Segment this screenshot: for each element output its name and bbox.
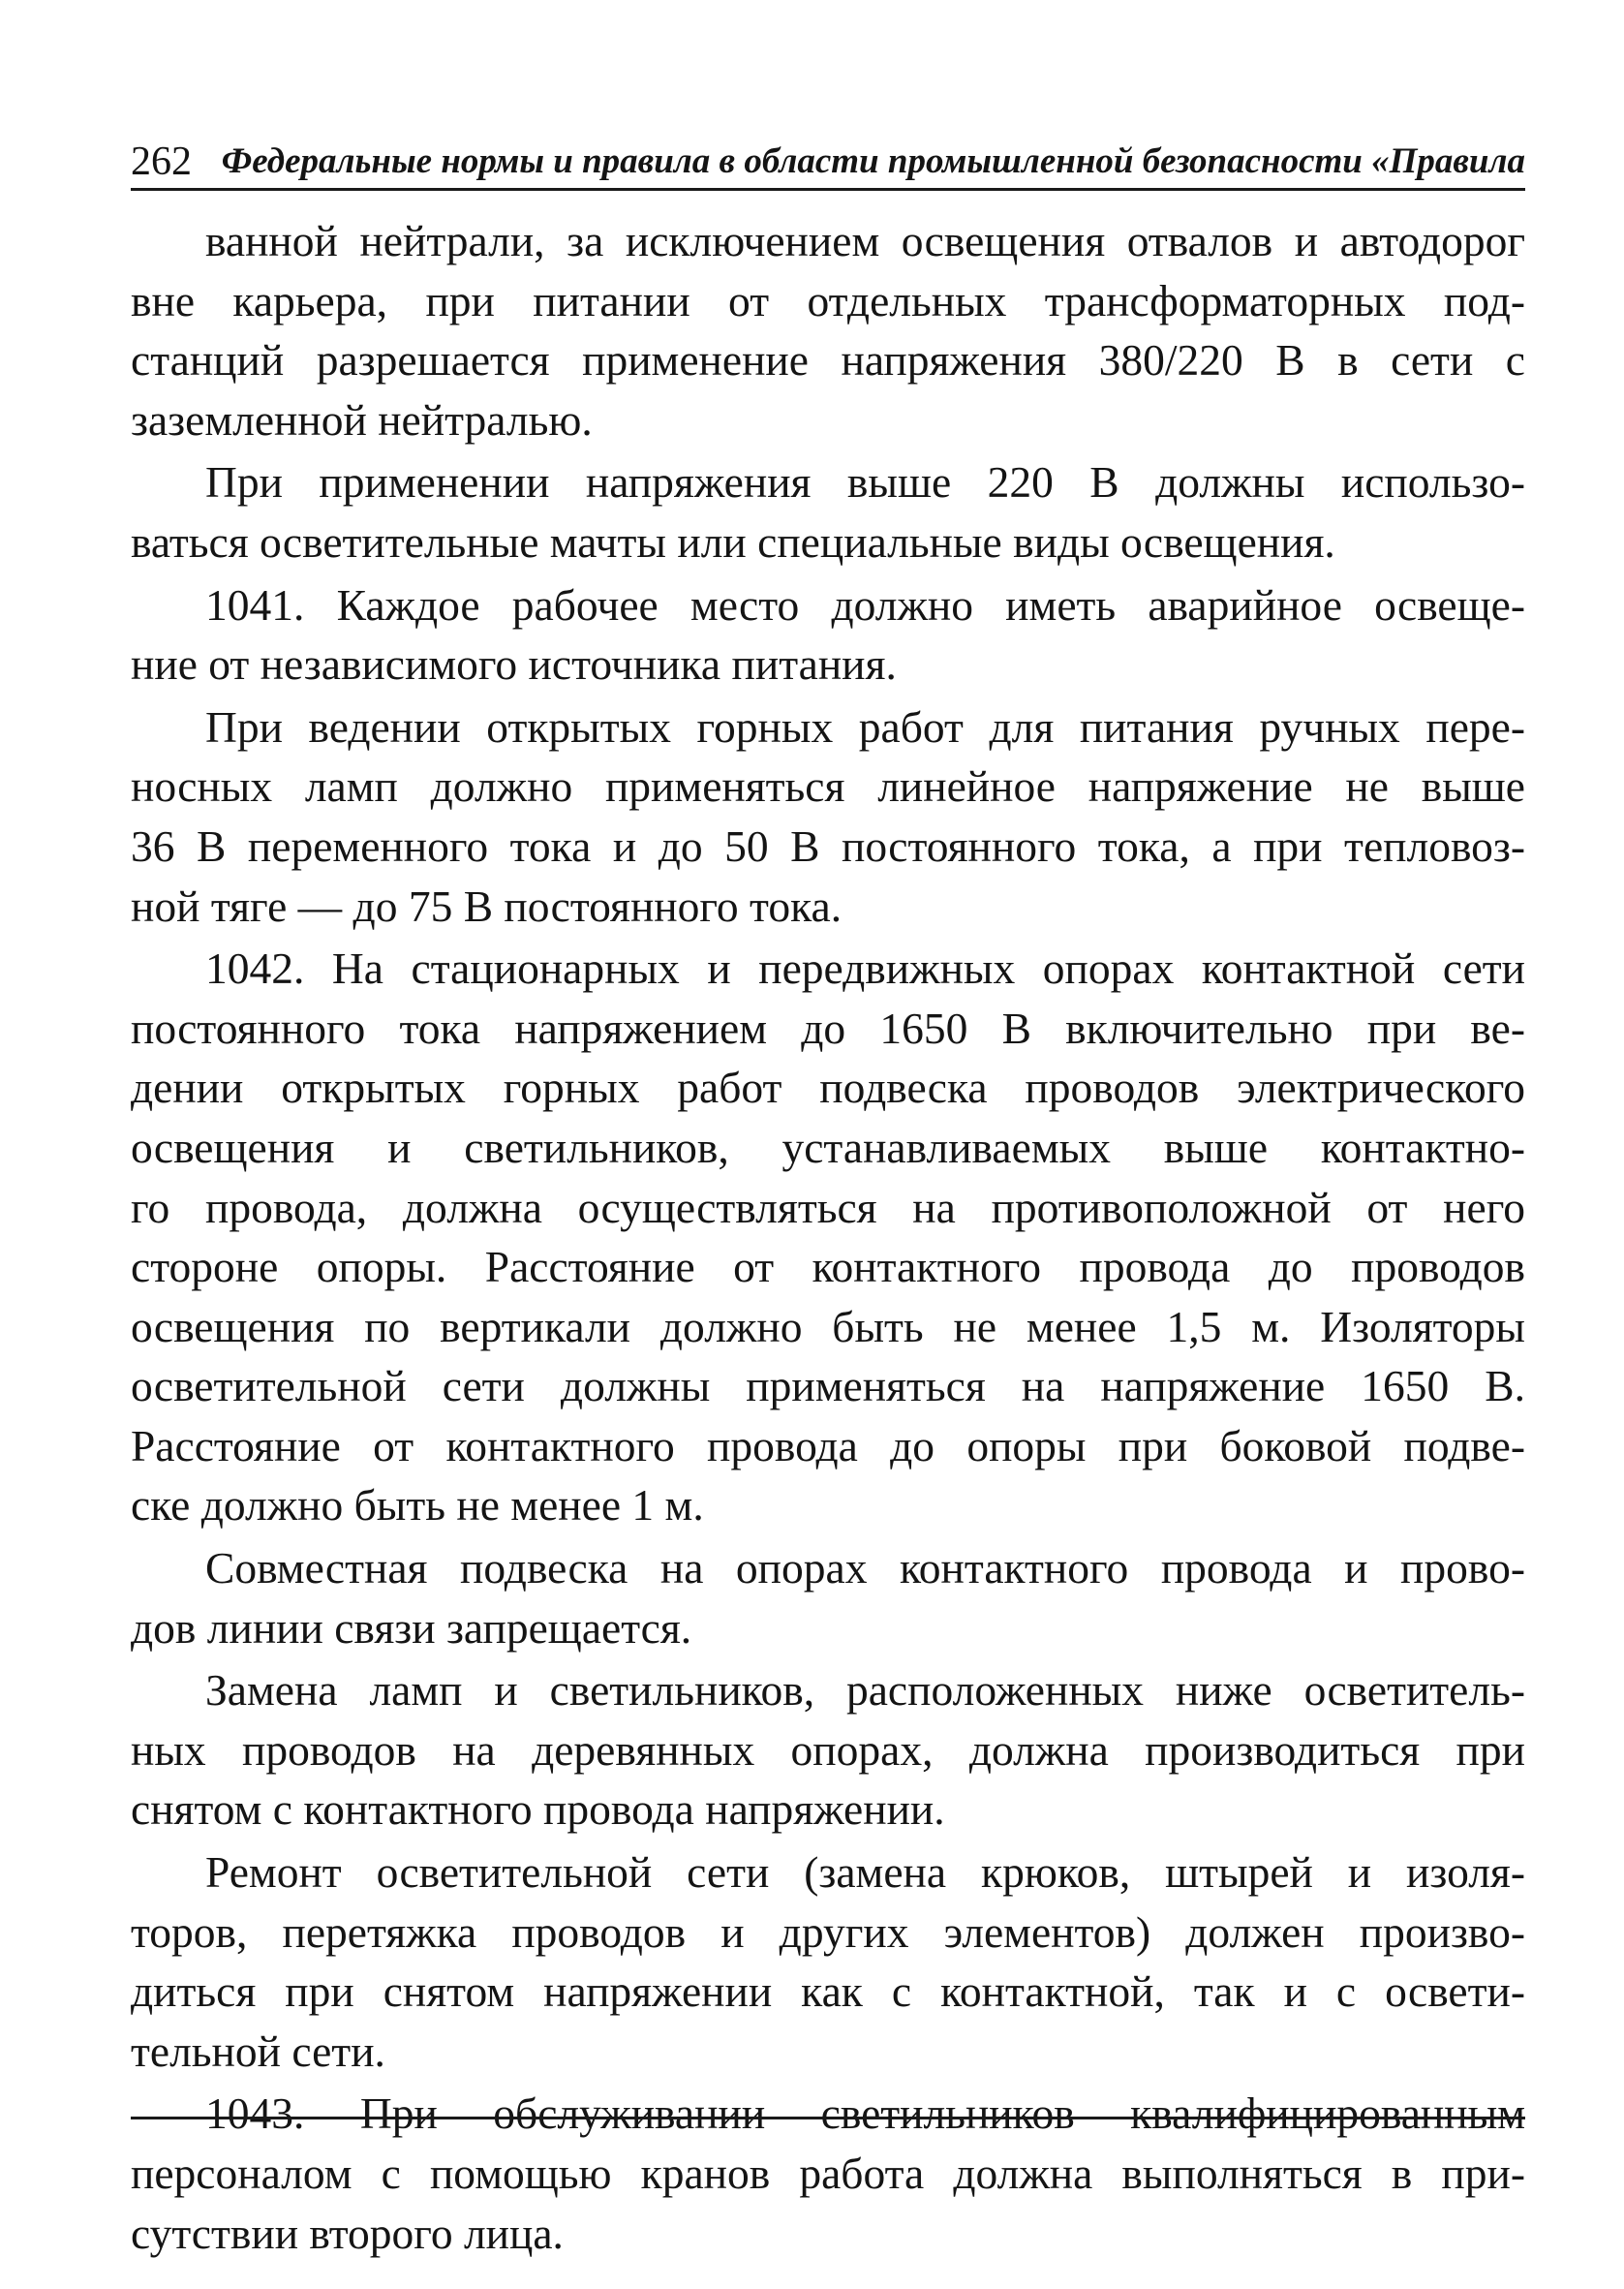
text-line: стороне опоры. Расстояние от контактного провода до проводов — [131, 1242, 1525, 1292]
text-line: осветительной сети должны применяться на напряжение 1650 В. — [131, 1361, 1525, 1411]
text-line: дов линии связи запрещается. — [131, 1602, 692, 1653]
text-line: ной тяге — до 75 В постоянного тока. — [131, 881, 843, 931]
text-line: станций разрешается применение напряжения 380/220 В в сети с — [131, 335, 1525, 386]
text-line: тельной сети. — [131, 2026, 385, 2076]
text-line: го провода, должна осуществляться на противоположной от него — [131, 1182, 1525, 1232]
text-line: ванной нейтрали, за исключением освещения отвалов и автодорог — [205, 216, 1525, 265]
text-line: постоянного тока напряжением до 1650 В включительно при ве- — [131, 1003, 1525, 1053]
text-line: Расстояние от контактного провода до опоры при боковой подве- — [131, 1420, 1525, 1470]
paragraph — [131, 1842, 1525, 2081]
text-line: ске должно быть не менее 1 м. — [131, 1480, 704, 1531]
text-line: заземленной нейтралью. — [131, 394, 593, 445]
text-line: ние от независимого источника питания. — [131, 639, 897, 690]
text-line: освещения и светильников, устанавливаемых выше контактно- — [131, 1122, 1525, 1172]
text-line: 1041. Каждое рабочее место должно иметь аварийное освеще- — [205, 579, 1525, 630]
document-page — [131, 0, 1525, 2289]
page-number: 262 — [131, 139, 192, 184]
body-text — [131, 211, 1525, 2266]
text-line: вне карьера, при питании от отдельных трансформаторных под- — [131, 275, 1525, 325]
text-line: Ремонт осветительной сети (замена крюков, штырей и изоля- — [205, 1847, 1525, 1898]
paragraph — [131, 211, 1525, 449]
text-line: снятом с контактного провода напряжении. — [131, 1784, 945, 1835]
paragraph — [131, 575, 1525, 695]
text-line: При ведении открытых горных работ для питания ручных пере- — [205, 701, 1525, 752]
page-header — [131, 134, 1525, 191]
paragraph — [131, 1660, 1525, 1840]
text-line: торов, перетяжка проводов и других элементов) должен произво- — [131, 1906, 1525, 1957]
text-line: дении открытых горных работ подвеска проводов электрического — [131, 1063, 1525, 1113]
text-line: 36 В переменного тока и до 50 В постоянного тока, а при тепловоз- — [131, 820, 1525, 871]
text-line: Совместная подвеска на опорах контактного провода и прово- — [205, 1543, 1525, 1593]
paragraph — [131, 697, 1525, 936]
running-title: Федеральные нормы и правила в области промышленной безопасности «Правила — [221, 141, 1525, 181]
text-line: При применении напряжения выше 220 В должны использо- — [205, 457, 1525, 508]
text-line: Замена ламп и светильников, расположенных ниже осветитель- — [205, 1665, 1525, 1716]
footer-rule — [131, 2117, 1525, 2119]
text-line: диться при снятом напряжении как с контактной, так и с освети- — [131, 1966, 1525, 2017]
text-line: персоналом с помощью кранов работа должна выполняться в при- — [131, 2149, 1525, 2198]
text-line: носных ламп должно применяться линейное напряжение не выше — [131, 761, 1525, 812]
text-line: сутствии второго лица. — [131, 2208, 564, 2258]
paragraph — [131, 939, 1525, 1535]
text-line: ных проводов на деревянных опорах, должна производиться при — [131, 1724, 1525, 1775]
text-line: 1043. При обслуживании светильников квалифицированным — [205, 2088, 1525, 2139]
text-line: освещения по вертикали должно быть не менее 1,5 м. Изоляторы — [131, 1301, 1525, 1351]
paragraph — [131, 2084, 1525, 2263]
paragraph — [131, 1538, 1525, 1657]
text-line: 1042. На стационарных и передвижных опорах контактной сети — [205, 943, 1525, 994]
paragraph — [131, 452, 1525, 572]
text-line: ваться осветительные мачты или специальные виды освещения. — [131, 516, 1335, 567]
